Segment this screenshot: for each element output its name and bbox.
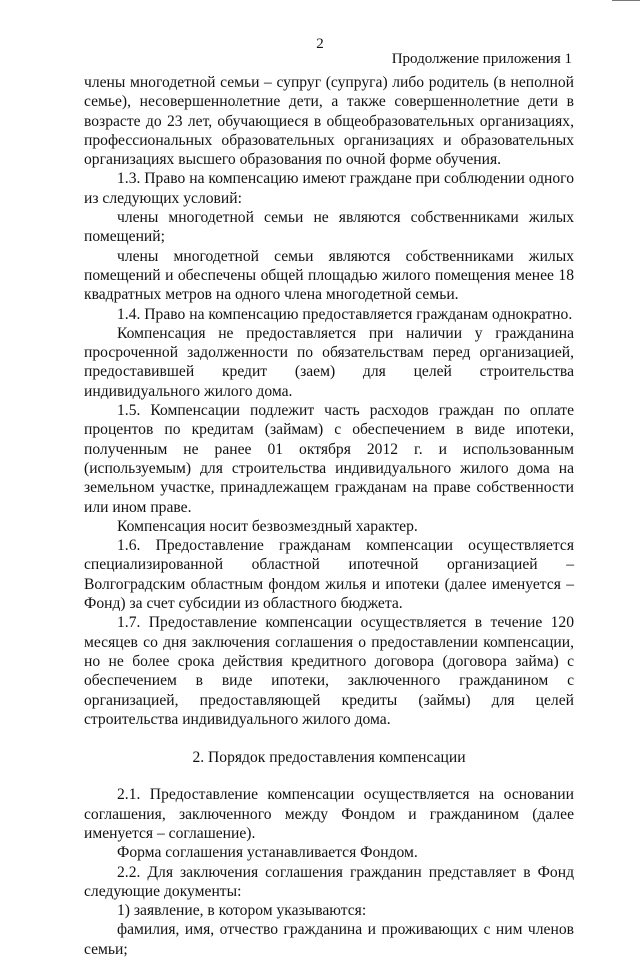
paragraph: фамилия, имя, отчество гражданина и проживающих с ним членов семьи; bbox=[84, 921, 574, 958]
scan-corner-mark bbox=[612, 0, 640, 7]
paragraph: члены многодетной семьи – супруг (супруга) либо родитель (в неполной семье), несовершеннолетние дети, а также совершеннолетние дети в возрасте до 23 лет, обучающиеся в общеобразовательных организациях, профессиональных образовательных организациях и образовательных организациях высшего образования по очной форме обучения. bbox=[84, 74, 574, 169]
paragraph: 1) заявление, в котором указываются: bbox=[117, 902, 367, 920]
paragraph: 2.1. Предоставление компенсации осуществляется на основании соглашения, заключенного между Фондом и гражданином (далее именуется – соглашение). bbox=[84, 786, 574, 842]
paragraph: 1.7. Предоставление компенсации осуществляется в течение 120 месяцев со дня заключения соглашения о предоставлении компенсации, но не более срока действия кредитного договора (договора займа) с обеспечением в виде ипотеки, заключенного гражданином с организацией, предоставляющей кредиты (займы) для целей строительства индивидуального жилого дома. bbox=[84, 614, 574, 728]
continuation-label: Продолжение приложения 1 bbox=[391, 51, 572, 67]
paragraph: Компенсация носит безвозмездный характер. bbox=[117, 517, 418, 535]
paragraph: 1.6. Предоставление гражданам компенсации осуществляется специализированной областной ипотечной организацией – Волгоградским областным фондом жилья и ипотеки (далее именуется – Фонд) за счет субсидии из областного бюджета. bbox=[84, 537, 574, 613]
paragraph: 2.2. Для заключения соглашения гражданин представляет в Фонд следующие документы: bbox=[84, 863, 574, 900]
paragraph: Компенсация не предоставляется при наличии у гражданина просроченной задолженности по обязательствам перед организацией, предоставившей кредит (заем) для целей строительства индивидуального жилого дома. bbox=[84, 324, 574, 400]
page-number: 2 bbox=[316, 36, 324, 52]
section-heading: 2. Порядок предоставления компенсации bbox=[192, 749, 466, 767]
paragraph: 1.4. Право на компенсацию предоставляется гражданам однократно. bbox=[117, 305, 573, 323]
paragraph: члены многодетной семьи являются собственниками жилых помещений и обеспечены общей площадью жилого помещения менее 18 квадратных метров на одного члена многодетной семьи. bbox=[84, 247, 574, 304]
paragraph: 1.3. Право на компенсацию имеют граждане при соблюдении одного из следующих условий: bbox=[84, 170, 574, 207]
paragraph: 1.5. Компенсации подлежит часть расходов граждан по оплате процентов по кредитам (займам) с обеспечением в виде ипотеки, полученным не ранее 01 октября 2012 г. и использованным (используемым) для строительства индивидуального жилого дома на земельном участке, принадлежащем гражданам на праве собственности или ином праве. bbox=[84, 402, 574, 516]
paragraph: Форма соглашения устанавливается Фондом. bbox=[117, 844, 418, 862]
paragraph: члены многодетной семьи не являются собственниками жилых помещений; bbox=[84, 209, 574, 246]
document-body bbox=[84, 73, 574, 959]
